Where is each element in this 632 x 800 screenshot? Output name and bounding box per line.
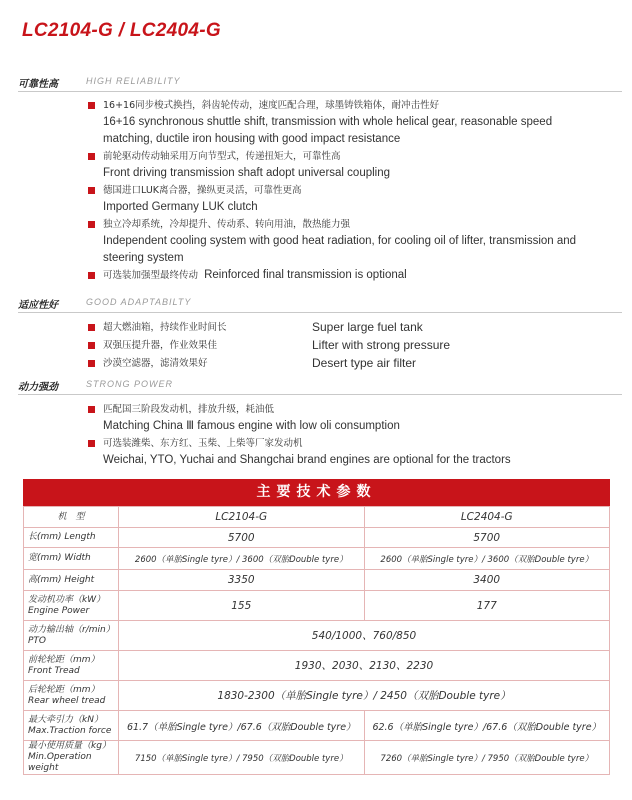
- item-en: Super large fuel tank: [312, 320, 423, 334]
- cell-model-2: 62.6（单胎Single tyre）/67.6（双胎Double tyre）: [364, 711, 610, 741]
- cell-model-2: 7260（单胎Single tyre）/ 7950（双胎Double tyre）: [364, 741, 610, 775]
- row-label-zh: 发动机功率（kW）: [28, 594, 106, 605]
- item-en: Lifter with strong pressure: [312, 338, 451, 352]
- section-rule: [18, 91, 622, 92]
- row-label-zh: 后轮轮距（mm）: [28, 684, 100, 695]
- cell-merged: 1930、2030、2130、2230: [119, 651, 610, 681]
- list-item: [88, 337, 558, 355]
- row-label: [24, 711, 119, 741]
- item-en: Matching China Ⅲ famous engine with low oli consumption: [103, 420, 400, 432]
- power-list: [88, 401, 578, 469]
- item-en: Weichai, YTO, Yuchai and Shangchai brand engines are optional for the tractors: [103, 454, 511, 466]
- cell-model-1: 5700: [119, 528, 365, 548]
- cell-model-1: 2600（单胎Single tyre）/ 3600（双胎Double tyre）: [119, 548, 365, 570]
- specs-table-title: 主要技术参数: [23, 479, 610, 506]
- table-row: [24, 528, 610, 548]
- cell-model-1: 3350: [119, 570, 365, 591]
- item-zh: 独立冷却系统，冷却提升、传动系、转向用油，散热能力强: [103, 219, 351, 230]
- row-label-en: Max.Traction force: [28, 725, 112, 736]
- section-title-zh: 可靠性高: [18, 79, 58, 90]
- header-model-2: LC2404-G: [364, 507, 610, 528]
- bullet-square-icon: [88, 324, 95, 331]
- bullet-square-icon: [88, 153, 95, 160]
- cell-model-2: 2600（单胎Single tyre）/ 3600（双胎Double tyre）: [364, 548, 610, 570]
- item-zh: 沙漠空滤器，滤清效果好: [103, 358, 208, 369]
- table-row: [24, 507, 610, 528]
- row-label: [24, 591, 119, 621]
- section-title-en: HIGH RELIABILITY: [86, 76, 181, 86]
- row-label: [24, 681, 119, 711]
- item-zh: 可选装潍柴、东方红、玉柴、上柴等厂家发动机: [103, 438, 303, 449]
- item-en: Front driving transmission shaft adopt universal coupling: [103, 167, 391, 179]
- header-model-1: LC2104-G: [119, 507, 365, 528]
- row-label: [24, 621, 119, 651]
- item-en: Independent cooling system with good heat radiation, for cooling oil of lifter, transmission and steering system: [103, 235, 577, 264]
- section-rule: [18, 394, 622, 395]
- row-label-zh: 动力输出轴（r/min）: [28, 624, 115, 635]
- row-label-zh: 最小使用质量（kg）: [28, 741, 111, 751]
- list-item: [88, 319, 558, 337]
- cell-model-1: 61.7（单胎Single tyre）/67.6（双胎Double tyre）: [119, 711, 365, 741]
- list-item: [88, 267, 578, 284]
- list-item: [88, 182, 578, 216]
- bullet-square-icon: [88, 272, 95, 279]
- row-label-zh: 最大牵引力（kN）: [28, 714, 103, 725]
- item-zh: 可选装加强型最终传动: [103, 270, 199, 281]
- row-label-en: Front Tread: [28, 665, 80, 676]
- table-row: [24, 651, 610, 681]
- bullet-square-icon: [88, 342, 95, 349]
- section-power-header: [18, 378, 622, 392]
- section-title-zh: 动力强劲: [18, 382, 58, 393]
- cell-merged: 540/1000、760/850: [119, 621, 610, 651]
- item-zh: 16+16同步梭式换挡，斜齿轮传动，速度匹配合理，球墨铸铁箱体，耐冲击性好: [103, 100, 440, 111]
- row-label: 高(mm) Height: [24, 570, 119, 591]
- table-row: [24, 548, 610, 570]
- item-zh: 德国进口LUK离合器，操纵更灵活，可靠性更高: [103, 185, 302, 196]
- section-rule: [18, 312, 622, 313]
- table-row: [24, 681, 610, 711]
- row-label-en: Min.Operation weight: [28, 752, 92, 773]
- list-item: [88, 216, 578, 267]
- row-label-en: PTO: [28, 635, 47, 646]
- row-label: [24, 741, 119, 775]
- bullet-square-icon: [88, 360, 95, 367]
- item-zh: 前轮驱动传动轴采用万向节型式，传递扭矩大，可靠性高: [103, 151, 341, 162]
- row-label: 长(mm) Length: [24, 528, 119, 548]
- page-title: LC2104-G / LC2404-G: [22, 20, 221, 41]
- list-item: [88, 148, 578, 182]
- item-zh: 双强压提升器，作业效果佳: [103, 340, 218, 351]
- row-label-zh: 前轮轮距（mm）: [28, 654, 100, 665]
- row-label-en: Rear wheel tread: [28, 695, 106, 706]
- section-title-en: STRONG POWER: [86, 379, 174, 389]
- section-adaptability-header: [18, 296, 622, 310]
- section-reliability-header: [18, 75, 622, 89]
- bullet-square-icon: [88, 221, 95, 228]
- bullet-square-icon: [88, 440, 95, 447]
- reliability-list: [88, 97, 578, 284]
- cell-model-2: 177: [364, 591, 610, 621]
- item-en: 16+16 synchronous shuttle shift, transmission with whole helical gear, reasonable speed matching, ductile iron housing with good impact resistance: [103, 116, 553, 145]
- adaptability-list: [88, 319, 558, 373]
- table-row: [24, 570, 610, 591]
- table-row: [24, 621, 610, 651]
- bullet-square-icon: [88, 187, 95, 194]
- item-zh: 匹配国三阶段发动机，排放升级，耗油低: [103, 404, 275, 415]
- section-title-en: GOOD ADAPTABILTY: [86, 297, 192, 307]
- cell-model-2: 5700: [364, 528, 610, 548]
- specs-table: [23, 506, 610, 775]
- bullet-square-icon: [88, 102, 95, 109]
- table-row: [24, 741, 610, 775]
- table-row: [24, 591, 610, 621]
- list-item: [88, 355, 558, 373]
- cell-model-1: 7150（单胎Single tyre）/ 7950（双胎Double tyre）: [119, 741, 365, 775]
- row-label-en: Engine Power: [28, 605, 90, 616]
- list-item: [88, 435, 578, 469]
- section-title-zh: 适应性好: [18, 300, 58, 311]
- bullet-square-icon: [88, 406, 95, 413]
- cell-model-2: 3400: [364, 570, 610, 591]
- row-label: 宽(mm) Width: [24, 548, 119, 570]
- item-zh: 超大燃油箱，持续作业时间长: [103, 322, 227, 333]
- row-label: [24, 651, 119, 681]
- table-row: [24, 711, 610, 741]
- list-item: [88, 401, 578, 435]
- header-label: 机 型: [24, 507, 119, 528]
- cell-merged: 1830-2300（单胎Single tyre）/ 2450（双胎Double tyre）: [119, 681, 610, 711]
- item-en: Imported Germany LUK clutch: [103, 201, 258, 213]
- list-item: [88, 97, 578, 148]
- item-en: Reinforced final transmission is optional: [204, 269, 407, 281]
- cell-model-1: 155: [119, 591, 365, 621]
- item-en: Desert type air filter: [312, 356, 417, 370]
